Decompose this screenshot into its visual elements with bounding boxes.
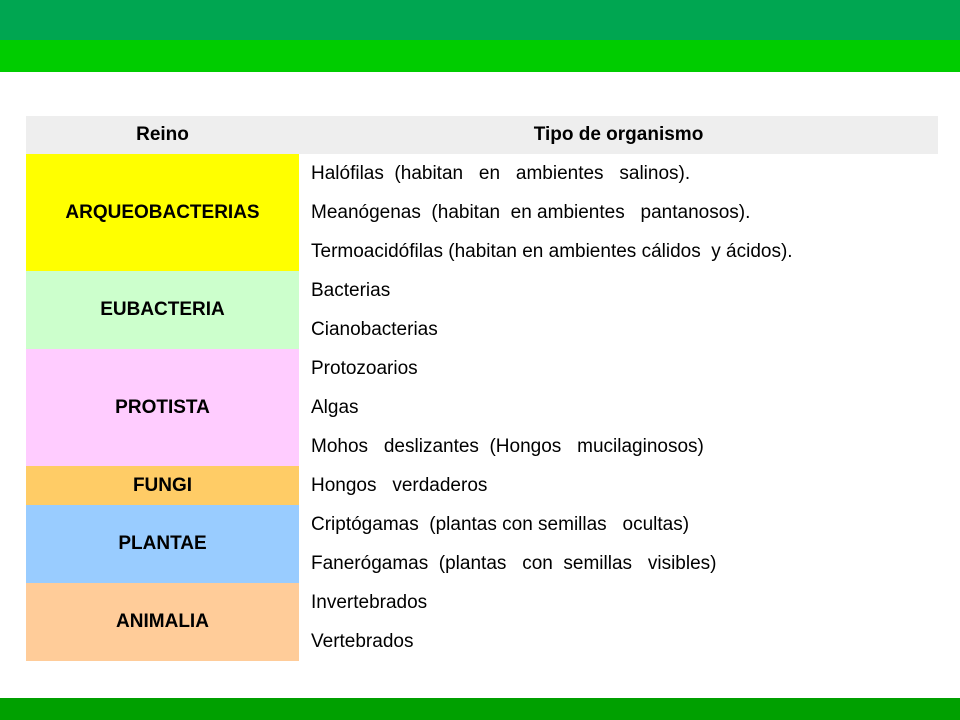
kingdom-cell: PROTISTA — [26, 349, 299, 466]
organism-type: Bacterias — [311, 279, 391, 301]
top-band-light — [0, 40, 960, 72]
table-row — [26, 154, 938, 271]
organism-type: Criptógamas (plantas con semillas ocultas) — [311, 513, 690, 535]
table-row — [26, 466, 938, 505]
table-row — [26, 349, 938, 466]
organism-types-cell — [299, 466, 938, 505]
organism-types-cell — [299, 349, 938, 466]
organism-types-cell — [299, 583, 938, 661]
organism-type: Fanerógamas (plantas con semillas visibles) — [311, 552, 717, 574]
table-row — [26, 271, 938, 349]
table-body — [26, 154, 938, 661]
organism-types-cell — [299, 154, 938, 271]
organism-type: Halófilas (habitan en ambientes salinos). — [311, 162, 691, 184]
kingdoms-table — [26, 116, 938, 661]
table-row — [26, 505, 938, 583]
kingdom-cell: ARQUEOBACTERIAS — [26, 154, 299, 271]
organism-type: Invertebrados — [311, 591, 428, 613]
kingdom-cell: FUNGI — [26, 466, 299, 505]
organism-type: Algas — [311, 396, 359, 418]
organism-type: Cianobacterias — [311, 318, 438, 340]
kingdom-cell: EUBACTERIA — [26, 271, 299, 349]
table-header-row — [26, 116, 938, 154]
organism-type: Hongos verdaderos — [311, 474, 488, 496]
kingdom-cell: PLANTAE — [26, 505, 299, 583]
organism-types-cell — [299, 271, 938, 349]
organism-types-cell — [299, 505, 938, 583]
kingdom-cell: ANIMALIA — [26, 583, 299, 661]
organism-type: Mohos deslizantes (Hongos mucilaginosos) — [311, 435, 704, 457]
header-reino: Reino — [136, 124, 189, 145]
organism-type: Meanógenas (habitan en ambientes pantanosos). — [311, 201, 751, 223]
organism-type: Vertebrados — [311, 630, 414, 652]
table-row — [26, 583, 938, 661]
organism-type: Termoacidófilas (habitan en ambientes cálidos y ácidos). — [311, 240, 793, 262]
organism-type: Protozoarios — [311, 357, 418, 379]
bottom-band — [0, 698, 960, 720]
header-tipo-organismo: Tipo de organismo — [533, 124, 704, 145]
top-band-dark — [0, 0, 960, 40]
